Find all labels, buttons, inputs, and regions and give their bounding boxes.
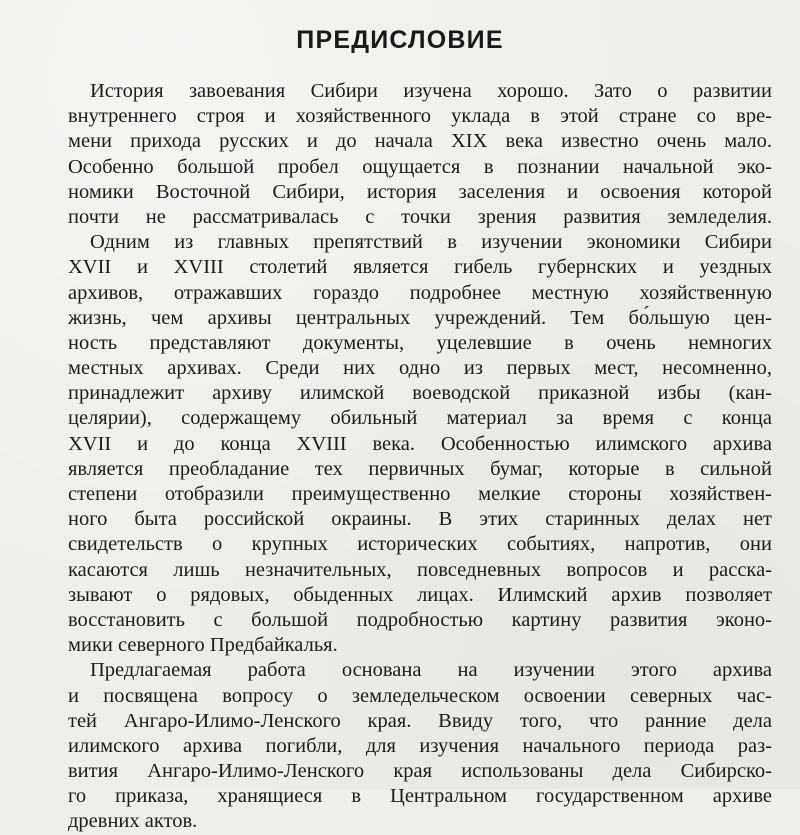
text-line: XVII и до конца XVIII века. Особенностью илимского архива [68, 432, 772, 455]
text-line: илимского архива погибли, для изучения начального периода раз- [68, 734, 772, 757]
text-line: является преобладание тех первичных бумаг, которые в сильной [68, 457, 772, 480]
text-line: мики северного Предбайкалья. [68, 634, 338, 657]
paragraph-3 [68, 658, 772, 834]
page-title: ПРЕДИСЛОВИЕ [296, 26, 504, 54]
preface-text [68, 79, 772, 835]
text-line: степени отобразили преимущественно мелкие стороны хозяйствен- [68, 483, 772, 505]
text-line: мени прихода русских и до начала XIX века известно очень мало. [68, 130, 772, 153]
paragraph-1 [68, 79, 772, 230]
paragraph-2 [68, 230, 772, 658]
text-line: целярии), содержащему обильный материал за время с конца [68, 407, 772, 430]
text-line: XVII и XVIII столетий является гибель губернских и уездных [68, 256, 772, 279]
text-line: жизнь, чем архивы центральных учреждений. Тем бо́льшую цен- [68, 306, 772, 329]
text-line: почти не рассматривалась с точки зрения развития земледелия. [68, 205, 772, 228]
text-line: ность представляют документы, уцелевшие в очень немногих [68, 331, 772, 354]
text-line: Предлагаемая работа основана на изучении этого архива [90, 659, 772, 682]
text-line: местных архивах. Среди них одно из первых мест, несомненно, [68, 357, 772, 380]
text-line: тей Ангаро-Илимо-Ленского края. Ввиду того, что ранние дела [68, 709, 772, 732]
text-line: Особенно большой пробел ощущается в познании начальной эко- [68, 155, 772, 178]
text-line: ного быта российской окраины. В этих старинных делах нет [68, 508, 772, 531]
text-line: го приказа, хранящиеся в Центральном государственном архиве [68, 785, 772, 808]
text-line: вития Ангаро-Илимо-Ленского края использованы дела Сибирско- [68, 760, 772, 783]
text-line: свидетельств о крупных исторических событиях, напротив, они [68, 533, 772, 556]
text-line: внутреннего строя и хозяйственного уклада в этой стране со вре- [68, 105, 772, 128]
text-line: зывают о рядовых, обыденных лицах. Илимский архив позволяет [68, 583, 772, 606]
text-line: архивов, отражавших гораздо подробнее местную хозяйственную [68, 281, 772, 304]
text-line: Одним из главных препятствий в изучении экономики Сибири [90, 231, 772, 254]
text-line: принадлежит архиву илимской воеводской приказной избы (кан- [68, 382, 772, 405]
text-line: номики Восточной Сибири, история заселения и освоения которой [68, 180, 772, 203]
text-line: и посвящена вопросу о земледельческом освоении северных час- [68, 684, 772, 707]
text-line: древних актов. [68, 810, 198, 833]
text-line: восстановить с большой подробностью картину развития эконо- [68, 608, 772, 631]
text-line: касаются лишь незначительных, повседневных вопросов и расска- [68, 558, 772, 581]
text-line: История завоевания Сибири изучена хорошо. Зато о развитии [90, 80, 772, 102]
